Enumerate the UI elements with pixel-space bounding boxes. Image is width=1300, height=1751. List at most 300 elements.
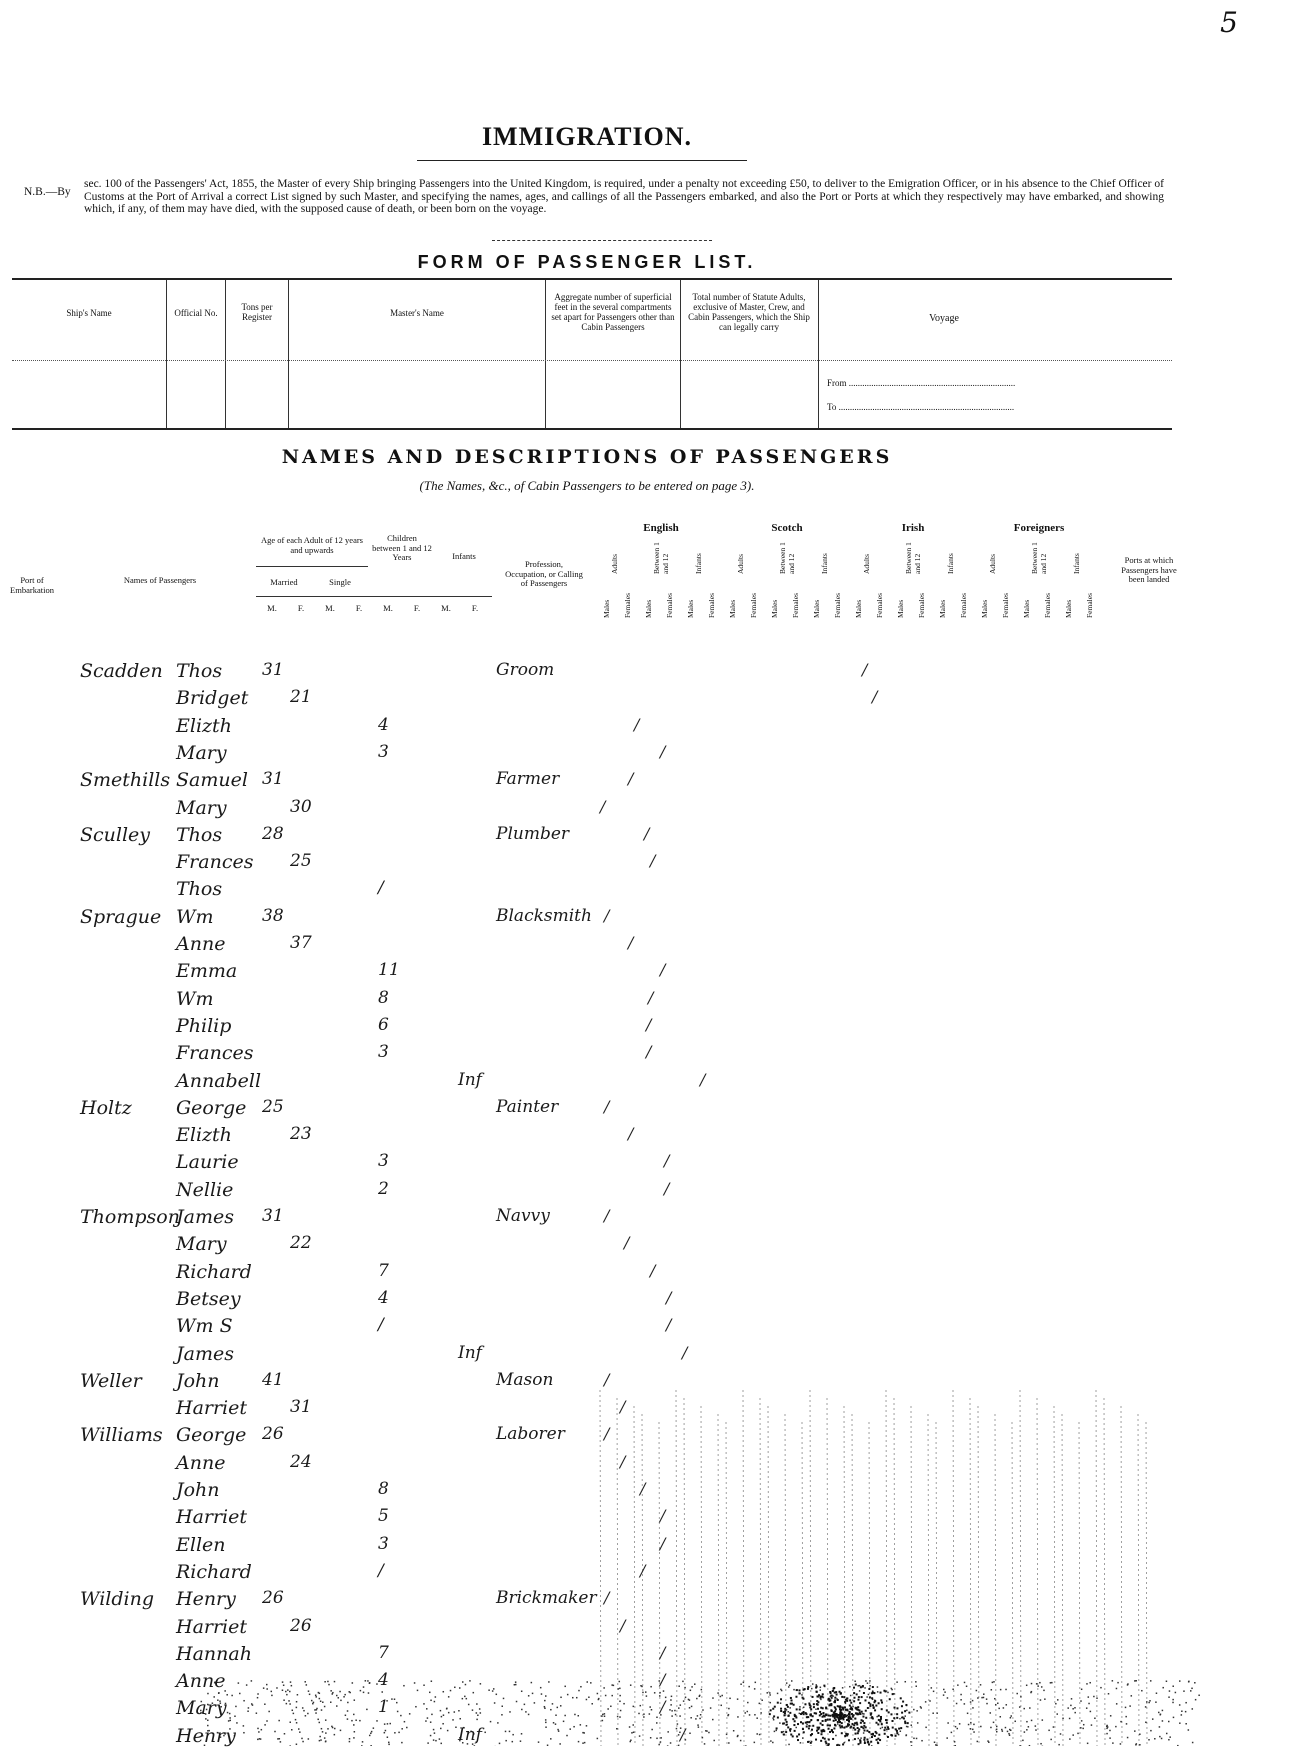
scan-speck <box>501 1705 503 1707</box>
child-age-cell: / <box>378 1315 384 1335</box>
scan-blot <box>884 1727 886 1729</box>
scan-blot <box>772 1708 774 1710</box>
scan-speck <box>660 1714 662 1716</box>
scan-blot <box>822 1724 824 1726</box>
scan-speck <box>239 1693 241 1695</box>
scan-speck <box>440 1743 442 1745</box>
scan-speck <box>996 1731 998 1733</box>
scan-blot <box>849 1717 851 1719</box>
scan-blot <box>825 1720 827 1722</box>
scan-blot <box>792 1735 794 1737</box>
scan-speck <box>287 1689 289 1691</box>
scan-speck <box>788 1686 790 1688</box>
scan-speck <box>234 1735 236 1737</box>
scan-speck <box>307 1713 309 1715</box>
scan-speck <box>783 1731 785 1733</box>
scan-blot <box>863 1739 865 1741</box>
scan-speck <box>459 1718 461 1720</box>
scan-speck <box>913 1738 915 1740</box>
scan-speck <box>815 1708 817 1710</box>
scan-speck <box>1108 1693 1110 1695</box>
scan-speck <box>366 1709 368 1711</box>
scan-blot <box>884 1733 886 1735</box>
scan-speck <box>1162 1720 1164 1722</box>
scan-streak <box>642 1414 643 1746</box>
scan-speck <box>545 1726 547 1728</box>
scan-streak <box>676 1390 677 1746</box>
scan-speck <box>1139 1744 1141 1746</box>
scan-blot <box>863 1692 865 1694</box>
scan-speck <box>322 1701 324 1703</box>
given-name-cell: Richard <box>176 1261 252 1283</box>
scan-speck <box>355 1719 357 1721</box>
scan-speck <box>1166 1733 1168 1735</box>
given-name-cell: Mary <box>176 1697 227 1719</box>
scan-speck <box>702 1709 704 1711</box>
given-name-cell: Laurie <box>176 1151 239 1173</box>
scan-speck <box>394 1698 396 1700</box>
scan-speck <box>1007 1731 1009 1733</box>
scan-speck <box>426 1708 428 1710</box>
scan-speck <box>557 1729 559 1731</box>
scan-streak <box>844 1406 845 1746</box>
scan-speck <box>207 1704 209 1706</box>
scan-speck <box>243 1700 245 1702</box>
scan-blot <box>803 1689 805 1691</box>
scan-streak <box>1138 1414 1139 1746</box>
scan-blot <box>818 1694 820 1696</box>
scan-speck <box>803 1707 805 1709</box>
scan-speck <box>257 1697 259 1699</box>
scan-blot <box>868 1731 870 1733</box>
scan-speck <box>598 1698 600 1700</box>
scan-speck <box>515 1684 517 1686</box>
scan-speck <box>545 1722 547 1724</box>
scan-speck <box>443 1714 445 1716</box>
scan-blot <box>838 1706 840 1708</box>
scan-blot <box>871 1736 873 1738</box>
given-name-cell: Samuel <box>176 769 248 791</box>
scan-speck <box>496 1694 498 1696</box>
scan-speck <box>208 1730 210 1732</box>
scan-speck <box>1000 1716 1002 1718</box>
scan-blot <box>853 1700 855 1702</box>
scan-blot <box>820 1697 822 1699</box>
scan-speck <box>296 1707 298 1709</box>
page-number-mark: 5 <box>1220 6 1238 39</box>
scan-blot <box>875 1739 877 1741</box>
given-name-cell: Philip <box>176 1015 231 1037</box>
scan-speck <box>316 1709 318 1711</box>
scan-blot <box>830 1715 832 1717</box>
scan-speck <box>1037 1685 1039 1687</box>
scan-speck <box>251 1703 253 1705</box>
scan-speck <box>665 1697 667 1699</box>
act-notice <box>24 178 1164 216</box>
scan-speck <box>795 1727 797 1729</box>
scan-speck <box>201 1701 203 1703</box>
scan-speck <box>690 1690 692 1692</box>
age-female-cell: 21 <box>290 687 312 707</box>
scan-speck <box>633 1706 635 1708</box>
scan-speck <box>702 1737 704 1739</box>
scan-blot <box>857 1730 859 1732</box>
scan-speck <box>801 1694 803 1696</box>
scan-speck <box>877 1686 879 1688</box>
sex-header: Males <box>686 584 695 618</box>
scan-speck <box>685 1697 687 1699</box>
given-name-cell: James <box>176 1343 234 1365</box>
scan-speck <box>619 1688 621 1690</box>
scan-speck <box>943 1694 945 1696</box>
scan-speck <box>952 1689 954 1691</box>
scan-speck <box>863 1713 865 1715</box>
scan-speck <box>977 1697 979 1699</box>
scan-speck <box>642 1692 644 1694</box>
title-rule <box>417 160 747 161</box>
scan-speck <box>629 1741 631 1743</box>
scan-speck <box>396 1702 398 1704</box>
scan-blot <box>833 1687 835 1689</box>
scan-speck <box>849 1686 851 1688</box>
scan-speck <box>748 1686 750 1688</box>
scan-speck <box>319 1736 321 1738</box>
scan-speck <box>1010 1715 1012 1717</box>
scan-speck <box>347 1710 349 1712</box>
sub-header: Adults <box>862 538 871 574</box>
scan-blot <box>881 1702 883 1704</box>
scan-speck <box>956 1703 958 1705</box>
tally-mark: / <box>628 933 633 952</box>
scan-speck <box>283 1699 285 1701</box>
scan-speck <box>656 1717 658 1719</box>
scan-blot <box>774 1706 776 1708</box>
sub-header: Infants <box>820 538 829 574</box>
scan-speck <box>1135 1680 1137 1682</box>
scan-speck <box>772 1742 774 1744</box>
tally-mark: / <box>604 1370 609 1389</box>
scan-blot <box>892 1693 894 1695</box>
scan-speck <box>459 1687 461 1689</box>
scan-blot <box>871 1716 873 1718</box>
scan-speck <box>429 1692 431 1694</box>
scan-speck <box>960 1699 962 1701</box>
scan-speck <box>887 1692 889 1694</box>
passenger-row <box>0 878 1300 904</box>
sex-header: Males <box>1064 584 1073 618</box>
scan-speck <box>1127 1737 1129 1739</box>
scan-speck <box>401 1742 403 1744</box>
scan-speck <box>1071 1698 1073 1700</box>
sex-header: Males <box>812 584 821 618</box>
scan-blot <box>793 1724 795 1726</box>
scan-blot <box>896 1707 898 1709</box>
passenger-row <box>0 742 1300 768</box>
scan-blot <box>830 1692 832 1694</box>
scan-speck <box>802 1737 804 1739</box>
scan-streak <box>768 1406 769 1746</box>
passenger-row <box>0 1206 1300 1232</box>
scan-speck <box>983 1693 985 1695</box>
scan-streak <box>995 1414 996 1746</box>
scan-speck <box>601 1715 603 1717</box>
scan-blot <box>836 1694 838 1696</box>
scan-speck <box>442 1723 444 1725</box>
scan-speck <box>1053 1726 1055 1728</box>
scan-speck <box>292 1710 294 1712</box>
scan-speck <box>322 1731 324 1733</box>
scan-speck <box>932 1712 934 1714</box>
scan-speck <box>386 1700 388 1702</box>
scan-speck <box>336 1705 338 1707</box>
scan-speck <box>387 1723 389 1725</box>
scan-speck <box>340 1700 342 1702</box>
scan-speck <box>812 1683 814 1685</box>
scan-speck <box>371 1731 373 1733</box>
scan-speck <box>385 1730 387 1732</box>
scan-blot <box>822 1716 824 1718</box>
sex-header: Females <box>1001 584 1010 618</box>
scan-streak <box>936 1422 937 1746</box>
age-female-cell: 37 <box>290 933 312 953</box>
scan-speck <box>305 1715 307 1717</box>
given-name-cell: Mary <box>176 1233 227 1255</box>
scan-speck <box>973 1724 975 1726</box>
page-title: IMMIGRATION. <box>0 122 1174 152</box>
scan-blot <box>847 1725 849 1727</box>
scan-blot <box>862 1720 864 1722</box>
scan-speck <box>607 1708 609 1710</box>
scan-speck <box>1080 1727 1082 1729</box>
scan-blot <box>877 1723 879 1725</box>
scan-speck <box>1159 1726 1161 1728</box>
scan-speck <box>670 1699 672 1701</box>
scan-speck <box>414 1682 416 1684</box>
scan-speck <box>331 1726 333 1728</box>
scan-speck <box>279 1738 281 1740</box>
scan-speck <box>1022 1740 1024 1742</box>
scan-blot <box>790 1728 792 1730</box>
scan-blot <box>885 1719 887 1721</box>
tally-mark: / <box>700 1070 705 1089</box>
given-name-cell: Anne <box>176 1452 225 1474</box>
scan-speck <box>1166 1681 1168 1683</box>
scan-speck <box>363 1686 365 1688</box>
scan-speck <box>1069 1738 1071 1740</box>
passenger-row <box>0 1070 1300 1096</box>
scan-speck <box>417 1690 419 1692</box>
scan-streak <box>886 1390 887 1746</box>
scan-speck <box>347 1702 349 1704</box>
scan-blot <box>881 1708 883 1710</box>
scan-speck <box>290 1681 292 1683</box>
scan-speck <box>869 1685 871 1687</box>
scan-blot <box>825 1741 827 1743</box>
scan-speck <box>761 1699 763 1701</box>
scan-speck <box>354 1699 356 1701</box>
scan-blot <box>831 1697 833 1699</box>
scan-blot <box>780 1698 782 1700</box>
scan-blot <box>862 1716 864 1718</box>
scan-speck <box>654 1692 656 1694</box>
scan-speck <box>986 1698 988 1700</box>
scan-speck <box>1072 1734 1074 1736</box>
scan-speck <box>243 1725 245 1727</box>
scan-speck <box>1191 1688 1193 1690</box>
scan-blot <box>806 1716 808 1718</box>
scan-speck <box>427 1742 429 1744</box>
scan-speck <box>476 1719 478 1721</box>
scan-speck <box>499 1743 501 1745</box>
scan-speck <box>503 1698 505 1700</box>
scan-blot <box>839 1721 841 1723</box>
scan-speck <box>304 1681 306 1683</box>
tally-mark: / <box>604 1424 609 1443</box>
scan-speck <box>743 1682 745 1684</box>
scan-speck <box>1014 1721 1016 1723</box>
scan-speck <box>947 1722 949 1724</box>
profession-cell: Blacksmith <box>496 906 592 926</box>
scan-speck <box>916 1738 918 1740</box>
scan-speck <box>289 1721 291 1723</box>
scan-blot <box>847 1709 849 1711</box>
passenger-row <box>0 1015 1300 1041</box>
scan-speck <box>1175 1692 1177 1694</box>
scan-blot <box>844 1735 846 1737</box>
scan-speck <box>1168 1696 1170 1698</box>
scan-speck <box>733 1730 735 1732</box>
scan-speck <box>472 1709 474 1711</box>
scan-speck <box>409 1713 411 1715</box>
form-row-line <box>12 360 1172 361</box>
scan-speck <box>558 1730 560 1732</box>
scan-blot <box>888 1711 890 1713</box>
scan-speck <box>721 1695 723 1697</box>
scan-blot <box>783 1714 785 1716</box>
scan-speck <box>266 1720 268 1722</box>
scan-speck <box>631 1732 633 1734</box>
scan-blot <box>857 1713 859 1715</box>
scan-speck <box>450 1690 452 1692</box>
tally-mark: / <box>604 1588 609 1607</box>
tally-mark: / <box>660 1506 665 1525</box>
scan-speck <box>308 1738 310 1740</box>
scan-blot <box>883 1690 885 1692</box>
passenger-row <box>0 906 1300 932</box>
scan-speck <box>638 1713 640 1715</box>
scan-speck <box>713 1740 715 1742</box>
scan-speck <box>435 1696 437 1698</box>
scan-speck <box>397 1711 399 1713</box>
scan-speck <box>645 1691 647 1693</box>
tally-mark: / <box>650 851 655 870</box>
scan-speck <box>349 1692 351 1694</box>
scan-speck <box>957 1684 959 1686</box>
scan-speck <box>640 1705 642 1707</box>
scan-speck <box>235 1706 237 1708</box>
scan-speck <box>325 1719 327 1721</box>
scan-speck <box>1026 1729 1028 1731</box>
scan-blot <box>896 1717 898 1719</box>
scan-speck <box>330 1690 332 1692</box>
scan-speck <box>359 1720 361 1722</box>
scan-blot <box>892 1727 894 1729</box>
given-name-cell: James <box>176 1206 234 1228</box>
scan-blot <box>837 1714 839 1716</box>
scan-blot <box>846 1733 848 1735</box>
scan-speck <box>766 1692 768 1694</box>
scan-blot <box>797 1723 799 1725</box>
scan-speck <box>1134 1730 1136 1732</box>
scan-blot <box>849 1699 851 1701</box>
scan-speck <box>296 1722 298 1724</box>
col-line <box>680 280 681 428</box>
scan-speck <box>1146 1701 1148 1703</box>
scan-blot <box>864 1730 866 1732</box>
scan-speck <box>206 1709 208 1711</box>
scan-speck <box>663 1690 665 1692</box>
sex-header: Females <box>875 584 884 618</box>
scan-streak <box>1054 1406 1055 1746</box>
scan-speck <box>231 1695 233 1697</box>
scan-speck <box>649 1713 651 1715</box>
scan-blot <box>880 1699 882 1701</box>
scan-speck <box>200 1712 202 1714</box>
scan-speck <box>431 1714 433 1716</box>
scan-speck <box>772 1717 774 1719</box>
scan-speck <box>528 1714 530 1716</box>
scan-speck <box>459 1740 461 1742</box>
scan-blot <box>853 1697 855 1699</box>
scan-speck <box>682 1681 684 1683</box>
mf-label: F. <box>349 604 369 614</box>
scan-speck <box>667 1731 669 1733</box>
scan-speck <box>864 1687 866 1689</box>
scan-speck <box>677 1723 679 1725</box>
scan-blot <box>893 1717 895 1719</box>
given-name-cell: George <box>176 1097 246 1119</box>
scan-speck <box>1112 1742 1114 1744</box>
scan-speck <box>954 1741 956 1743</box>
scan-streak <box>684 1398 685 1746</box>
scan-blot <box>842 1743 844 1745</box>
scan-speck <box>1149 1700 1151 1702</box>
tally-mark: / <box>648 988 653 1007</box>
scan-speck <box>882 1727 884 1729</box>
scan-blot <box>804 1703 806 1705</box>
scan-speck <box>701 1689 703 1691</box>
child-age-cell: 11 <box>378 960 400 980</box>
scan-speck <box>695 1718 697 1720</box>
scan-blot <box>879 1739 881 1741</box>
scan-speck <box>1179 1722 1181 1724</box>
scan-speck <box>505 1740 507 1742</box>
scan-speck <box>1183 1690 1185 1692</box>
scan-speck <box>488 1689 490 1691</box>
scan-speck <box>755 1682 757 1684</box>
scan-speck <box>712 1697 714 1699</box>
given-name-cell: George <box>176 1424 246 1446</box>
scan-speck <box>1156 1692 1158 1694</box>
scan-blot <box>866 1738 868 1740</box>
scan-speck <box>220 1736 222 1738</box>
scan-blot <box>858 1743 860 1745</box>
profession-cell: Navvy <box>496 1206 550 1226</box>
scan-speck <box>688 1699 690 1701</box>
profession-cell: Plumber <box>496 824 569 844</box>
scan-speck <box>434 1732 436 1734</box>
scan-blot <box>808 1725 810 1727</box>
